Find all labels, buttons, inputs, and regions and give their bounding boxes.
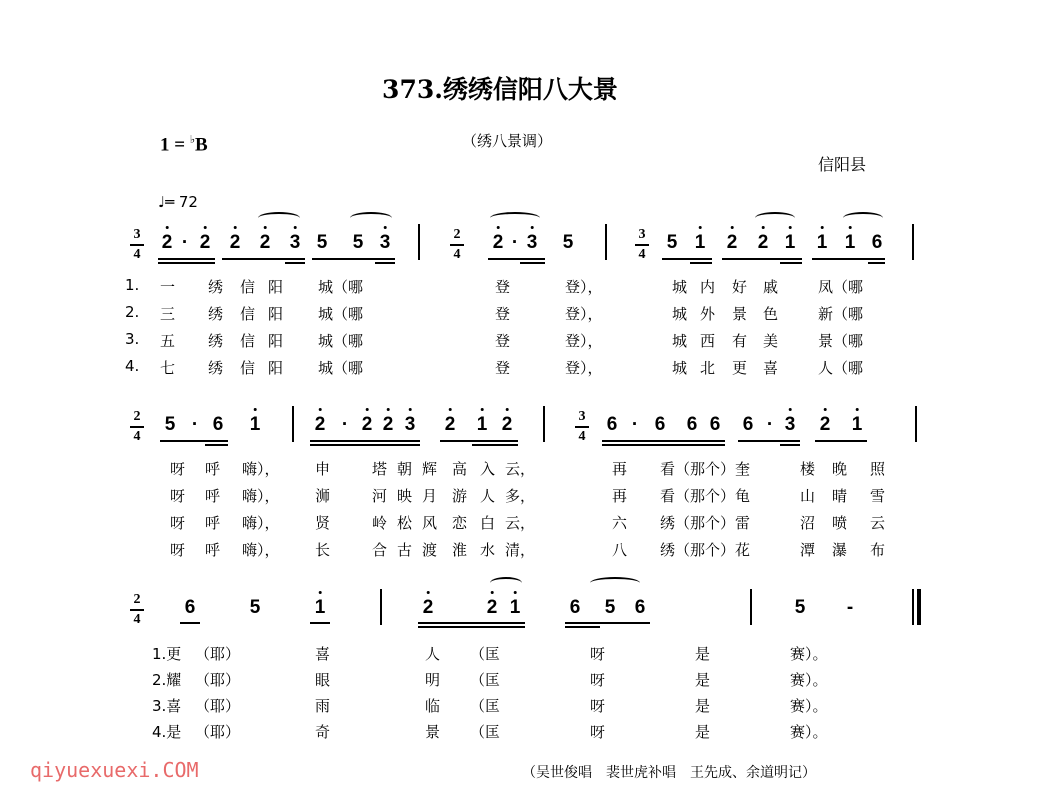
- barline: [418, 224, 420, 260]
- lyric-syllable: 1.: [125, 276, 140, 294]
- lyric-syllable: 外: [700, 305, 716, 323]
- beam-underline: [160, 440, 228, 442]
- note: 2: [486, 597, 498, 618]
- beam-underline: [565, 626, 600, 628]
- lyric-syllable: 长: [315, 541, 331, 559]
- beam-underline: [158, 258, 215, 260]
- note: 6: [569, 597, 581, 618]
- lyric-syllable: 呀: [590, 671, 606, 689]
- lyric-syllable: 绣: [208, 359, 224, 377]
- time-numerator: 2: [453, 227, 461, 242]
- lyric-syllable: 1.更: [152, 645, 182, 663]
- lyric-syllable: 赛）。: [790, 671, 828, 689]
- beam-underline: [815, 440, 867, 442]
- beam-underline: [780, 262, 802, 264]
- time-divider: [635, 244, 649, 246]
- lyric-syllable: 喜: [315, 645, 331, 663]
- lyric-syllable: 明: [425, 671, 441, 689]
- lyric-syllable: 阳: [268, 359, 284, 377]
- beam-underline: [738, 440, 800, 442]
- beam-underline: [418, 622, 525, 624]
- lyric-syllable: 新（哪: [818, 305, 864, 323]
- lyric-syllable: （耶）: [195, 645, 241, 663]
- beam-underline: [690, 262, 712, 264]
- beam-underline: [488, 258, 545, 260]
- lyric-syllable: （耶）: [195, 671, 241, 689]
- lyric-syllable: 登: [495, 332, 511, 350]
- note: 6: [634, 597, 646, 618]
- beam-underline: [722, 258, 802, 260]
- lyric-syllable: 眼: [315, 671, 331, 689]
- note: ·: [341, 414, 349, 435]
- time-signature: [130, 593, 144, 627]
- time-numerator: 3: [638, 227, 646, 242]
- slur: [490, 212, 540, 224]
- lyric-syllable: 呀: [590, 723, 606, 741]
- beam-underline: [868, 262, 885, 264]
- lyric-syllable: 恋: [452, 514, 468, 532]
- note: 5: [352, 232, 364, 253]
- time-denominator: 4: [133, 612, 141, 627]
- song-title: 373.绣绣信阳八大景: [382, 75, 618, 104]
- note: 1: [816, 232, 828, 253]
- note: 2: [819, 414, 831, 435]
- lyric-syllable: 六: [612, 514, 628, 532]
- lyric-syllable: 3.: [125, 330, 140, 348]
- lyric-syllable: 阳: [268, 305, 284, 323]
- lyric-syllable: 2.耀: [152, 671, 182, 689]
- slur: [350, 212, 392, 224]
- lyric-syllable: 呼: [205, 487, 221, 505]
- lyric-syllable: 看（那个）奎: [660, 460, 751, 478]
- lyric-syllable: 五: [160, 332, 176, 350]
- lyric-syllable: 城（哪: [318, 359, 364, 377]
- lyric-syllable: 登），: [565, 305, 603, 323]
- lyric-syllable: 合: [372, 541, 388, 559]
- time-signature: [130, 410, 144, 444]
- lyric-syllable: 游: [452, 487, 468, 505]
- note: 6: [184, 597, 196, 618]
- lyric-syllable: 松: [397, 514, 413, 532]
- note: 5: [562, 232, 574, 253]
- lyric-syllable: 是: [695, 671, 711, 689]
- lyric-syllable: 戚: [763, 278, 779, 296]
- lyric-syllable: 三: [160, 305, 176, 323]
- lyric-syllable: 阳: [268, 332, 284, 350]
- beam-underline: [310, 440, 420, 442]
- note: ·: [181, 232, 189, 253]
- lyric-syllable: 淮: [452, 541, 468, 559]
- lyric-syllable: 城: [672, 359, 688, 377]
- lyric-syllable: 晚: [832, 460, 848, 478]
- lyric-syllable: 奇: [315, 723, 331, 741]
- tempo-marking: ♩═ 72: [158, 193, 198, 211]
- lyric-syllable: 城: [672, 332, 688, 350]
- lyric-syllable: 登: [495, 278, 511, 296]
- lyric-syllable: 岭: [372, 514, 388, 532]
- slur: [843, 212, 883, 224]
- key-prefix: 1 =: [160, 134, 190, 156]
- lyric-syllable: 贤: [315, 514, 331, 532]
- note: 3: [379, 232, 391, 253]
- lyric-syllable: 呼: [205, 541, 221, 559]
- lyric-syllable: 绣（那个）花: [660, 541, 751, 559]
- lyric-syllable: 渡: [422, 541, 438, 559]
- lyric-syllable: 再: [612, 487, 628, 505]
- note: 3: [784, 414, 796, 435]
- lyric-syllable: 好: [732, 278, 748, 296]
- note: 2: [229, 232, 241, 253]
- lyric-syllable: 山: [800, 487, 816, 505]
- note: 2: [314, 414, 326, 435]
- note: 2: [422, 597, 434, 618]
- lyric-syllable: （耶）: [195, 697, 241, 715]
- lyric-syllable: （匡: [470, 723, 501, 741]
- note: 6: [212, 414, 224, 435]
- note: 2: [382, 414, 394, 435]
- note: ·: [631, 414, 639, 435]
- note: 6: [686, 414, 698, 435]
- lyric-syllable: 信: [240, 305, 256, 323]
- slur: [490, 577, 522, 589]
- lyric-syllable: 城: [672, 305, 688, 323]
- beam-underline: [310, 444, 420, 446]
- lyric-syllable: （耶）: [195, 723, 241, 741]
- lyric-syllable: 一: [160, 278, 176, 296]
- beam-underline: [780, 444, 800, 446]
- key-note: B: [195, 134, 208, 156]
- time-numerator: 2: [133, 409, 141, 424]
- note: 3: [526, 232, 538, 253]
- note: ·: [191, 414, 199, 435]
- lyric-syllable: 赛）。: [790, 697, 828, 715]
- note: 5: [604, 597, 616, 618]
- lyric-syllable: 内: [700, 278, 716, 296]
- lyric-syllable: 再: [612, 460, 628, 478]
- lyric-syllable: 是: [695, 645, 711, 663]
- lyric-syllable: 朝: [397, 460, 413, 478]
- beam-underline: [205, 444, 228, 446]
- lyric-syllable: 申: [315, 460, 331, 478]
- lyric-syllable: 嗨），: [242, 514, 280, 532]
- lyric-syllable: 浉: [315, 487, 331, 505]
- lyric-syllable: 映: [397, 487, 413, 505]
- lyric-syllable: 塔: [372, 460, 388, 478]
- lyric-syllable: 高: [452, 460, 468, 478]
- lyric-syllable: 美: [763, 332, 779, 350]
- lyric-syllable: （匡: [470, 671, 501, 689]
- lyric-syllable: 潭: [800, 541, 816, 559]
- note: 5: [794, 597, 806, 618]
- note: 6: [742, 414, 754, 435]
- credit-line: （吴世俊唱 裴世虎补唱 王先成、余道明记）: [522, 765, 816, 781]
- time-signature: [130, 228, 144, 262]
- lyric-syllable: 凤（哪: [818, 278, 864, 296]
- note: 1: [476, 414, 488, 435]
- note: 2: [492, 232, 504, 253]
- slur: [755, 212, 795, 224]
- lyric-syllable: 信: [240, 278, 256, 296]
- barline: [915, 406, 917, 442]
- lyric-syllable: 登），: [565, 278, 603, 296]
- lyric-syllable: 登: [495, 359, 511, 377]
- lyric-syllable: 登），: [565, 332, 603, 350]
- time-denominator: 4: [453, 247, 461, 262]
- beam-underline: [375, 262, 395, 264]
- barline: [912, 224, 914, 260]
- note: 2: [361, 414, 373, 435]
- lyric-syllable: 八: [612, 541, 628, 559]
- time-denominator: 4: [638, 247, 646, 262]
- lyric-syllable: 登: [495, 305, 511, 323]
- lyric-syllable: 瀑: [832, 541, 848, 559]
- note: 1: [844, 232, 856, 253]
- note: ·: [511, 232, 519, 253]
- note: 2: [501, 414, 513, 435]
- beam-underline: [158, 262, 215, 264]
- lyric-syllable: 更: [732, 359, 748, 377]
- note: 2: [757, 232, 769, 253]
- time-divider: [130, 244, 144, 246]
- lyric-syllable: 人（哪: [818, 359, 864, 377]
- note: 2: [259, 232, 271, 253]
- note: ·: [766, 414, 774, 435]
- lyric-syllable: 喜: [763, 359, 779, 377]
- watermark: qiyuexuexi.COM: [30, 758, 199, 782]
- note: 6: [606, 414, 618, 435]
- lyric-syllable: 4.是: [152, 723, 182, 741]
- lyric-syllable: 绣: [208, 332, 224, 350]
- beam-underline: [180, 622, 200, 624]
- lyric-syllable: 嗨），: [242, 460, 280, 478]
- lyric-syllable: 绣（那个）雷: [660, 514, 751, 532]
- barline: [605, 224, 607, 260]
- lyric-syllable: 景: [425, 723, 441, 741]
- lyric-syllable: 云: [870, 514, 886, 532]
- note: 5: [164, 414, 176, 435]
- lyric-syllable: 景: [732, 305, 748, 323]
- lyric-syllable: 七: [160, 359, 176, 377]
- beam-underline: [520, 262, 545, 264]
- lyric-syllable: 入: [480, 460, 496, 478]
- lyric-syllable: 城: [672, 278, 688, 296]
- time-signature: [450, 228, 464, 262]
- note: 6: [654, 414, 666, 435]
- lyric-syllable: 3.喜: [152, 697, 182, 715]
- barline: [380, 589, 382, 625]
- lyric-syllable: 晴: [832, 487, 848, 505]
- lyric-syllable: 雪: [870, 487, 886, 505]
- lyric-syllable: 河: [372, 487, 388, 505]
- lyric-syllable: （匡: [470, 645, 501, 663]
- lyric-syllable: 赛）。: [790, 645, 828, 663]
- note: 1: [249, 414, 261, 435]
- time-numerator: 3: [133, 227, 141, 242]
- lyric-syllable: 阳: [268, 278, 284, 296]
- region: 信阳县: [818, 155, 867, 174]
- note: 2: [444, 414, 456, 435]
- lyric-syllable: 呀: [170, 460, 186, 478]
- lyric-syllable: 人: [425, 645, 441, 663]
- lyric-syllable: 古: [397, 541, 413, 559]
- lyric-syllable: 云，: [505, 514, 536, 532]
- slur: [590, 577, 640, 589]
- lyric-syllable: 人: [480, 487, 496, 505]
- time-divider: [130, 609, 144, 611]
- beam-underline: [472, 444, 518, 446]
- lyric-syllable: 绣: [208, 305, 224, 323]
- key-signature: [160, 133, 208, 156]
- lyric-syllable: 呀: [590, 697, 606, 715]
- lyric-syllable: 呀: [590, 645, 606, 663]
- lyric-syllable: 信: [240, 359, 256, 377]
- lyric-syllable: 呼: [205, 514, 221, 532]
- time-signature: [575, 410, 589, 444]
- lyric-syllable: 呀: [170, 541, 186, 559]
- lyric-syllable: 有: [732, 332, 748, 350]
- note: 6: [709, 414, 721, 435]
- beam-underline: [662, 258, 712, 260]
- time-denominator: 4: [133, 429, 141, 444]
- time-numerator: 2: [133, 592, 141, 607]
- note: 1: [694, 232, 706, 253]
- time-divider: [450, 244, 464, 246]
- lyric-syllable: 2.: [125, 303, 140, 321]
- beam-underline: [222, 258, 305, 260]
- lyric-syllable: 水: [480, 541, 496, 559]
- note: 5: [249, 597, 261, 618]
- lyric-syllable: 4.: [125, 357, 140, 375]
- lyric-syllable: （匡: [470, 697, 501, 715]
- lyric-syllable: 云，: [505, 460, 536, 478]
- lyric-syllable: 嗨），: [242, 487, 280, 505]
- lyric-syllable: 布: [870, 541, 886, 559]
- note: 2: [199, 232, 211, 253]
- lyric-syllable: 雨: [315, 697, 331, 715]
- lyric-syllable: 辉: [422, 460, 438, 478]
- lyric-syllable: 清，: [505, 541, 536, 559]
- final-barline: [917, 589, 921, 625]
- time-signature: [635, 228, 649, 262]
- slur: [258, 212, 300, 224]
- beam-underline: [565, 622, 650, 624]
- beam-underline: [602, 444, 725, 446]
- lyric-syllable: 喷: [832, 514, 848, 532]
- lyric-syllable: 西: [700, 332, 716, 350]
- lyric-syllable: 信: [240, 332, 256, 350]
- note: 5: [666, 232, 678, 253]
- lyric-syllable: 楼: [800, 460, 816, 478]
- subtitle: （绣八景调）: [462, 132, 553, 150]
- time-numerator: 3: [578, 409, 586, 424]
- beam-underline: [440, 440, 518, 442]
- lyric-syllable: 是: [695, 723, 711, 741]
- flat-sign: ♭: [189, 134, 196, 146]
- lyric-syllable: 登），: [565, 359, 603, 377]
- lyric-syllable: 景（哪: [818, 332, 864, 350]
- lyric-syllable: 城（哪: [318, 305, 364, 323]
- barline: [750, 589, 752, 625]
- lyric-syllable: 多，: [505, 487, 536, 505]
- lyric-syllable: 照: [870, 460, 886, 478]
- note: 2: [726, 232, 738, 253]
- note: 1: [851, 414, 863, 435]
- note: 1: [314, 597, 326, 618]
- barline: [912, 589, 914, 625]
- note: 1: [509, 597, 521, 618]
- lyric-syllable: 看（那个）龟: [660, 487, 751, 505]
- note: -: [846, 597, 854, 618]
- beam-underline: [285, 262, 305, 264]
- beam-underline: [602, 440, 725, 442]
- lyric-syllable: 绣: [208, 278, 224, 296]
- barline: [543, 406, 545, 442]
- note: 5: [316, 232, 328, 253]
- beam-underline: [312, 258, 395, 260]
- note: 6: [871, 232, 883, 253]
- lyric-syllable: 呼: [205, 460, 221, 478]
- note: 2: [161, 232, 173, 253]
- time-denominator: 4: [578, 429, 586, 444]
- lyric-syllable: 北: [700, 359, 716, 377]
- lyric-syllable: 嗨），: [242, 541, 280, 559]
- beam-underline: [310, 622, 330, 624]
- lyric-syllable: 呀: [170, 514, 186, 532]
- lyric-syllable: 白: [480, 514, 496, 532]
- lyric-syllable: 城（哪: [318, 278, 364, 296]
- barline: [292, 406, 294, 442]
- lyric-syllable: 风: [422, 514, 438, 532]
- note: 1: [784, 232, 796, 253]
- lyric-syllable: 临: [425, 697, 441, 715]
- lyric-syllable: 是: [695, 697, 711, 715]
- time-divider: [575, 426, 589, 428]
- lyric-syllable: 色: [763, 305, 779, 323]
- time-divider: [130, 426, 144, 428]
- lyric-syllable: 赛）。: [790, 723, 828, 741]
- lyric-syllable: 沼: [800, 514, 816, 532]
- lyric-syllable: 城（哪: [318, 332, 364, 350]
- lyric-syllable: 呀: [170, 487, 186, 505]
- beam-underline: [812, 258, 885, 260]
- beam-underline: [418, 626, 525, 628]
- time-denominator: 4: [133, 247, 141, 262]
- note: 3: [289, 232, 301, 253]
- note: 3: [404, 414, 416, 435]
- lyric-syllable: 月: [422, 487, 438, 505]
